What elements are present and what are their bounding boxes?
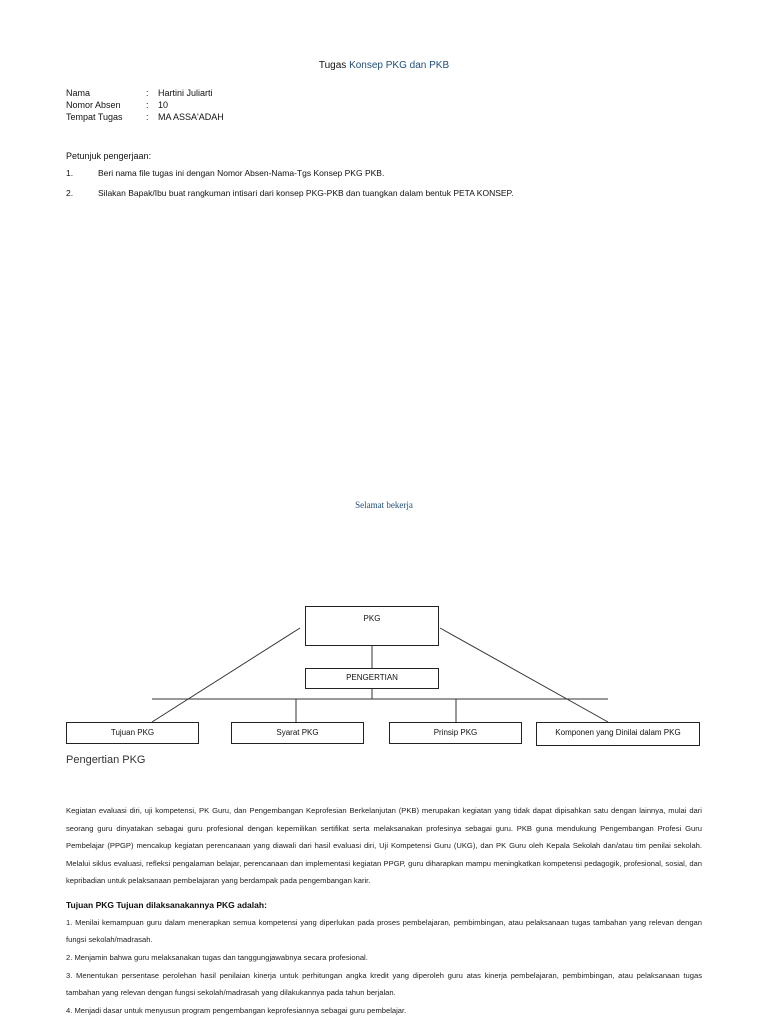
diagram-middle-box: PENGERTIAN [305, 668, 439, 689]
info-value: MA ASSA'ADAH [158, 112, 224, 122]
closing-text: Selamat bekerja [355, 500, 413, 510]
instruction-number: 2. [66, 188, 74, 198]
section-title: Pengertian PKG [66, 754, 146, 766]
section-paragraph: Kegiatan evaluasi diri, uji kompetensi, PK Guru, dan Pengembangan Keprofesian Berkelanjutan (PKB) merupakan kegiatan yang tidak dapat dipisahkan satu dengan lainnya, mulai dari seorang guru dinyatakan sebagai guru profesional dengan kepemilikan sertifikat serta melaksanakan profesinya sebagai guru. PKB guna mendukung Pengembangan Profesi Guru Pembelajar (PPGP) mencakup kegiatan perencanaan yang diawali dari hasil evaluasi diri, Uji Kompetensi Guru (UKG), dan PK Guru oleh Kepala Sekolah dan/atau tim penilai sekolah. Melalui siklus evaluasi, refleksi pengalaman belajar, perencanaan dan implementasi kegiatan PPGP, guru diharapkan mampu meningkatkan kompetensi pedagogik, profesional, sosial, dan kepribadian untuk pelaksanaan pembelajaran yang berdampak pada pengembangan karir. [66, 806, 702, 885]
list-item: 3. Menentukan persentase perolehan hasil penilaian kinerja untuk perhitungan angka kredit yang diperoleh guru atas kinerja pembelajaran, pembimbingan, atau pelaksanaan tugas tambahan yang relevan dengan fungsi sekolah/madrasah yang dilakukannya pada tahun berjalan. [66, 971, 702, 997]
diagram-root-box: PKG [305, 606, 439, 646]
info-label: Nama [66, 88, 91, 98]
section-sub-heading: Tujuan PKG Tujuan dilaksanakannya PKG adalah: [66, 900, 267, 910]
info-colon: : [146, 100, 149, 110]
title-accent: Konsep PKG dan PKB [349, 60, 450, 71]
diagram-child-komponen: Komponen yang Dinilai dalam PKG [536, 722, 700, 746]
instruction-text: Beri nama file tugas ini dengan Nomor Absen-Nama-Tgs Konsep PKG PKB. [98, 168, 385, 178]
info-row-tempat [66, 112, 224, 122]
info-label: Nomor Absen [66, 100, 121, 110]
info-value: Hartini Juliarti [158, 88, 213, 98]
list-item: 2. Menjamin bahwa guru melaksanakan tugas dan tanggungjawabnya secara profesional. [66, 953, 368, 962]
instruction-item [66, 188, 513, 198]
info-row-name [66, 88, 213, 98]
title-prefix: Tugas [318, 60, 350, 71]
info-colon: : [146, 88, 149, 98]
instruction-number: 1. [66, 168, 74, 178]
diagram-child-tujuan: Tujuan PKG [66, 722, 199, 744]
info-value: 10 [158, 100, 169, 110]
connector-line [152, 628, 300, 722]
list-item: 4. Menjadi dasar untuk menyusun program pengembangan keprofesiannya sebagai guru pembelajar. [66, 1006, 407, 1015]
instructions-heading: Petunjuk pengerjaan: [66, 151, 152, 161]
instruction-item [66, 168, 384, 178]
document-title [0, 60, 768, 71]
diagram-child-syarat: Syarat PKG [231, 722, 364, 744]
connector-line [440, 628, 608, 722]
info-colon: : [146, 112, 149, 122]
info-row-absen [66, 100, 168, 110]
info-label: Tempat Tugas [66, 112, 123, 122]
instruction-text: Silakan Bapak/Ibu buat rangkuman intisari dari konsep PKG-PKB dan tuangkan dalam bentuk PETA KONSEP. [98, 188, 514, 198]
diagram-child-prinsip: Prinsip PKG [389, 722, 522, 744]
list-item: 1. Menilai kemampuan guru dalam menerapkan semua kompetensi yang diperlukan pada proses pembelajaran, pembimbingan, atau pelaksanaan tugas tambahan yang relevan dengan fungsi sekolah/madrasah. [66, 918, 702, 944]
